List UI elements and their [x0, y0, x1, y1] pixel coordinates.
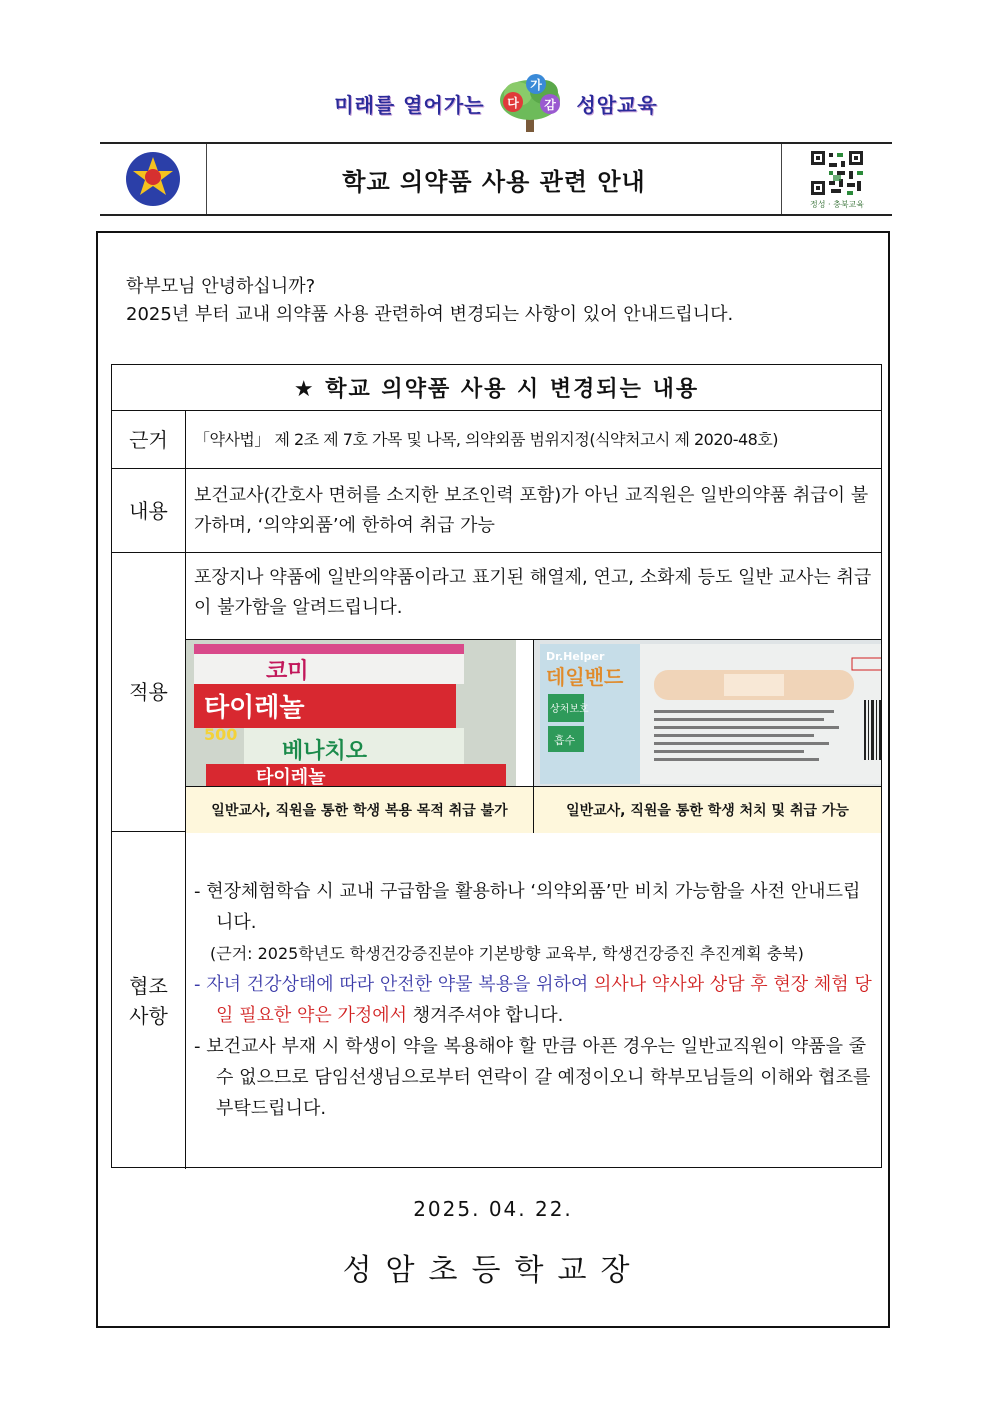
coop-note: (근거: 2025학년도 학생건강증진분야 기본방향 교육부, 학생건강증진 추진계획 충북): [210, 944, 804, 963]
changes-table: [111, 364, 882, 1168]
photo-label-absorb: 흡수: [554, 734, 576, 747]
photo-label-tylenol-2: 타이레놀: [256, 767, 326, 787]
greeting: [126, 273, 733, 329]
caption-quasi-drug: 일반교사, 직원을 통한 학생 처치 및 취급 가능: [533, 787, 881, 833]
photo-label-komi: 코미: [266, 659, 309, 684]
cooperation-list: [186, 832, 881, 1124]
document-header: [100, 142, 892, 216]
letter-body: [96, 231, 890, 1328]
tree-letter-2: 가: [530, 78, 543, 92]
signer: 성암초등학교장: [342, 1253, 644, 1288]
row-content-text: 보건교사(간호사 면허를 소지한 보조인력 포함)가 아닌 교직원은 일반의약품 취급이 불가하며, ‘의약외품’에 한하여 취급 가능: [194, 484, 869, 536]
caption-row: [186, 786, 881, 833]
tree-letter-3: 감: [544, 98, 557, 112]
slogan-right: 성암교육: [576, 92, 658, 117]
tree-letter-1: 다: [507, 96, 520, 110]
row-content-label: 내용: [112, 469, 186, 552]
school-emblem-icon: [125, 151, 181, 207]
row-cooperation-value: [186, 832, 881, 1169]
quasi-drug-bandage-photo: [533, 640, 881, 787]
photo-label-protect: 상처보호: [550, 704, 589, 715]
row-basis-value: [186, 411, 881, 468]
coop-item-1: - 현장체험학습 시 교내 구급함을 활용하나 ‘의약외품’만 비치 가능함을 사전 안내드립니다.: [194, 881, 861, 933]
page-title: 학교 의약품 사용 관련 안내: [342, 167, 646, 196]
photo-label-500: 500: [204, 725, 238, 744]
row-basis: [112, 411, 881, 469]
row-cooperation: [112, 832, 881, 1169]
row-apply-value: [186, 553, 881, 831]
coop-item-2-b: 의사나 약사와 상담 후 현장 체험 당일 필요한 약은 가정에서: [216, 974, 872, 1026]
photo-label-benachio: 베나치오: [282, 739, 368, 764]
row-apply-text: 포장지나 약품에 일반의약품이라고 표기된 해열제, 연고, 소화제 등도 일반 교사는 취급이 불가함을 알려드립니다.: [194, 567, 872, 618]
coop-item-2: [194, 969, 873, 1031]
slogan-left: 미래를 열어가는: [334, 92, 485, 117]
row-basis-text: 「약사법」 제 2조 제 7호 가목 및 나목, 의약외품 범위지정(식약처고시 제 2020-48호): [194, 429, 779, 449]
photo-label-band: 데일밴드: [546, 665, 624, 689]
row-basis-label: 근거: [112, 411, 186, 468]
otc-medicine-photo: [186, 640, 533, 787]
photo-label-tylenol: 타이레놀: [204, 693, 305, 723]
qr-cell: [781, 144, 892, 214]
row-cooperation-label: 협조 사항: [112, 832, 186, 1169]
slogan-banner: [0, 72, 992, 134]
photo-row: [186, 639, 881, 787]
school-emblem-cell: [100, 144, 207, 214]
row-apply-label: 적용: [112, 553, 186, 831]
row-content-value: [186, 469, 881, 552]
caption-otc: 일반교사, 직원을 통한 학생 복용 목적 취급 불가: [186, 787, 533, 833]
qr-code-icon: [809, 149, 865, 197]
tree-logo-icon: [490, 72, 570, 134]
row-content: [112, 469, 881, 553]
row-apply: [112, 553, 881, 832]
photo-label-drhelper: Dr.Helper: [546, 650, 605, 663]
greeting-line-2: 2025년 부터 교내 의약품 사용 관련하여 변경되는 사항이 있어 안내드립니다.: [126, 304, 734, 325]
qr-caption: 정성 · 충북교육: [810, 199, 864, 209]
table-heading: ★ 학교 의약품 사용 시 변경되는 내용: [112, 365, 881, 411]
greeting-line-1: 학부모님 안녕하십니까?: [126, 276, 316, 297]
coop-item-3: - 보건교사 부재 시 학생이 약을 복용해야 할 만큼 아픈 경우는 일반교직원이 약품을 줄 수 없으므로 담임선생님으로부터 연락이 갈 예정이오니 학부모님들의 이해와 협조를 부탁드립니다.: [194, 1036, 871, 1119]
issue-date: 2025. 04. 22.: [413, 1197, 573, 1221]
coop-item-2-a: - 자녀 건강상태에 따라 안전한 약물 복용을 위하여: [194, 974, 595, 995]
coop-item-2-c: 챙겨주셔야 합니다.: [407, 1005, 564, 1026]
